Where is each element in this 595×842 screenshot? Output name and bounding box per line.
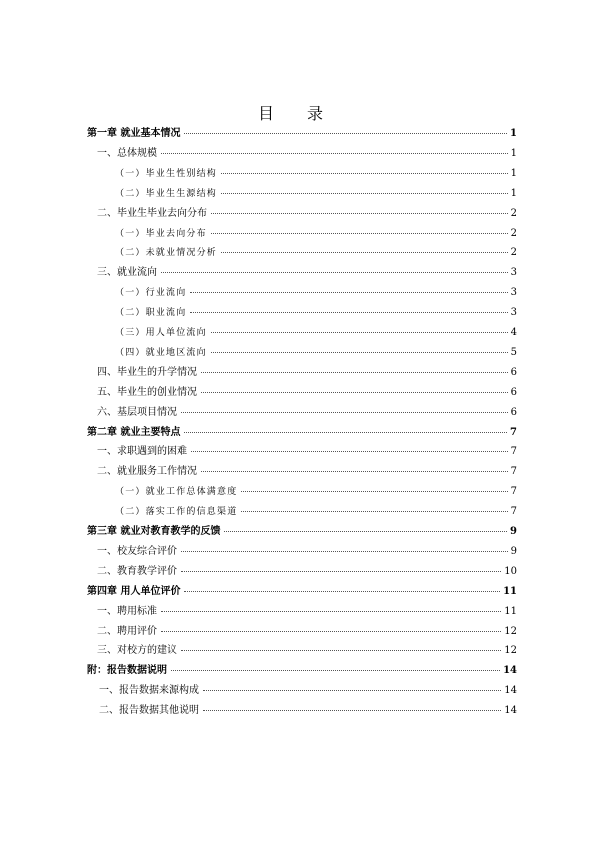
toc-page-number: 2 (510, 207, 517, 219)
toc-page-number: 14 (504, 705, 517, 717)
toc-entry-label: 一、校友综合评价 (97, 545, 177, 557)
toc-entry-label: 一、报告数据来源构成 (99, 685, 199, 697)
toc-page-number: 6 (510, 366, 517, 378)
toc-page-number: 3 (510, 267, 517, 279)
toc-page-number: 14 (503, 665, 517, 677)
toc-page-number: 11 (503, 585, 517, 597)
dot-leader (211, 232, 508, 234)
toc-page-number: 1 (510, 167, 517, 179)
toc-page-number: 6 (510, 406, 517, 418)
dot-leader (161, 610, 501, 612)
toc-entry-label: 三、就业流向 (97, 267, 157, 279)
toc-entry-label: 三、对校方的建议 (97, 645, 177, 657)
dot-leader (241, 490, 507, 492)
toc-chapter[interactable] (87, 525, 517, 538)
toc-chapter[interactable] (87, 127, 517, 140)
toc-section[interactable] (97, 207, 517, 220)
toc-section[interactable] (97, 625, 517, 638)
toc-entry-label: 六、基层项目情况 (97, 406, 177, 418)
toc-entry-label: 附：报告数据说明 (87, 665, 167, 677)
toc-entry-label: （二）职业流向 (115, 308, 187, 319)
dot-leader (181, 570, 501, 572)
toc-section[interactable] (97, 366, 517, 379)
toc-entry-label: 一、总体规模 (97, 147, 157, 159)
toc-page-number: 7 (510, 486, 517, 498)
toc-page-number: 3 (510, 307, 517, 319)
toc-entry-label: 二、聘用评价 (97, 625, 157, 637)
toc-entry-label: 第三章 就业对教育教学的反馈 (87, 526, 221, 537)
toc-entry-label: 一、聘用标准 (97, 605, 157, 617)
dot-leader (184, 590, 500, 592)
toc-entry-label: 一、求职遇到的困难 (97, 446, 187, 458)
toc-subsection[interactable] (115, 346, 517, 359)
toc-page-number: 3 (510, 287, 517, 299)
dot-leader (201, 470, 508, 472)
toc-chapter[interactable] (87, 664, 517, 677)
page-title: 目 录 (257, 104, 338, 123)
dot-leader (241, 510, 507, 512)
toc-subsection[interactable] (115, 326, 517, 339)
dot-leader (211, 351, 508, 353)
toc-page-number: 11 (504, 605, 517, 617)
toc-entry-label: （一）毕业生性别结构 (115, 168, 218, 179)
toc-section[interactable] (99, 684, 517, 697)
toc-chapter[interactable] (87, 585, 517, 598)
dot-leader (184, 431, 507, 433)
toc-section[interactable] (99, 704, 517, 717)
toc-page-number: 7 (510, 466, 517, 478)
toc-page-number: 2 (510, 227, 517, 239)
toc-entry-label: 二、教育教学评价 (97, 565, 177, 577)
toc-page-number: 4 (510, 327, 517, 338)
toc-page-number: 12 (504, 645, 517, 657)
toc-entry-label: 二、报告数据其他说明 (99, 705, 199, 717)
toc-subsection[interactable] (115, 227, 517, 240)
toc-section[interactable] (97, 605, 517, 618)
dot-leader (211, 331, 508, 333)
toc-section[interactable] (97, 386, 517, 399)
toc-page-number: 7 (510, 506, 517, 518)
toc-section[interactable] (97, 445, 517, 458)
dot-leader (211, 212, 508, 214)
toc-entry-label: （一）行业流向 (115, 288, 187, 299)
dot-leader (171, 669, 500, 671)
dot-leader (181, 550, 508, 552)
toc-page-number: 12 (504, 625, 517, 637)
toc-page-number: 7 (510, 446, 517, 458)
dot-leader (184, 132, 507, 134)
toc-entry-label: （二）未就业情况分析 (115, 248, 218, 259)
toc-entry-label: 二、毕业生毕业去向分布 (97, 207, 207, 219)
toc-subsection[interactable] (115, 306, 517, 319)
toc-entry-label: 五、毕业生的创业情况 (97, 386, 197, 398)
toc-entry-label: （四）就业地区流向 (115, 347, 207, 358)
dot-leader (221, 251, 508, 253)
toc-entry-label: （三）用人单位流向 (115, 328, 207, 338)
toc-chapter[interactable] (87, 426, 517, 439)
toc-page-number: 9 (510, 545, 517, 557)
dot-leader (221, 192, 508, 194)
dot-leader (181, 649, 501, 651)
dot-leader (161, 630, 501, 632)
toc-entry-label: 第一章 就业基本情况 (87, 128, 181, 139)
toc-page-number: 6 (510, 386, 517, 398)
toc-section[interactable] (97, 545, 517, 558)
toc-entry-label: 第二章 就业主要特点 (87, 426, 181, 438)
dot-leader (161, 271, 508, 273)
toc-subsection[interactable] (115, 286, 517, 299)
toc-entry-label: 第四章 用人单位评价 (87, 585, 181, 597)
dot-leader (191, 450, 508, 452)
toc-section[interactable] (97, 565, 517, 578)
toc-page-number: 9 (510, 526, 517, 537)
toc-page-number: 5 (510, 346, 517, 358)
toc-entry-label: （二）落实工作的信息渠道 (115, 507, 238, 518)
dot-leader (221, 172, 508, 174)
toc-subsection[interactable] (115, 187, 517, 200)
toc-page-number: 14 (504, 685, 517, 697)
toc-page-number: 1 (510, 187, 517, 199)
toc-subsection[interactable] (115, 505, 517, 518)
dot-leader (190, 291, 507, 293)
toc-entry-label: （二）毕业生生源结构 (115, 188, 218, 199)
dot-leader (161, 152, 508, 154)
toc-page-number: 2 (510, 247, 517, 259)
toc-section[interactable] (97, 147, 517, 160)
toc-section[interactable] (97, 406, 517, 419)
toc-section[interactable] (97, 266, 517, 279)
toc-entry-label: 二、就业服务工作情况 (97, 466, 197, 478)
toc-entry-label: 四、毕业生的升学情况 (97, 366, 197, 378)
toc-page-number: 1 (510, 147, 517, 159)
toc-entry-label: （一）就业工作总体满意度 (115, 487, 238, 498)
toc-page-number: 1 (510, 128, 517, 139)
dot-leader (203, 689, 501, 691)
dot-leader (201, 371, 508, 373)
toc-section[interactable] (97, 644, 517, 657)
toc-subsection[interactable] (115, 485, 517, 498)
dot-leader (201, 391, 508, 393)
dot-leader (224, 530, 507, 532)
toc-subsection[interactable] (115, 167, 517, 180)
toc-subsection[interactable] (115, 246, 517, 259)
dot-leader (190, 311, 507, 313)
toc-page-number: 10 (504, 565, 517, 577)
dot-leader (203, 709, 501, 711)
toc-section[interactable] (97, 465, 517, 478)
toc-page-number: 7 (510, 426, 517, 438)
toc-entry-label: （一）毕业去向分布 (115, 228, 207, 239)
dot-leader (181, 411, 508, 413)
